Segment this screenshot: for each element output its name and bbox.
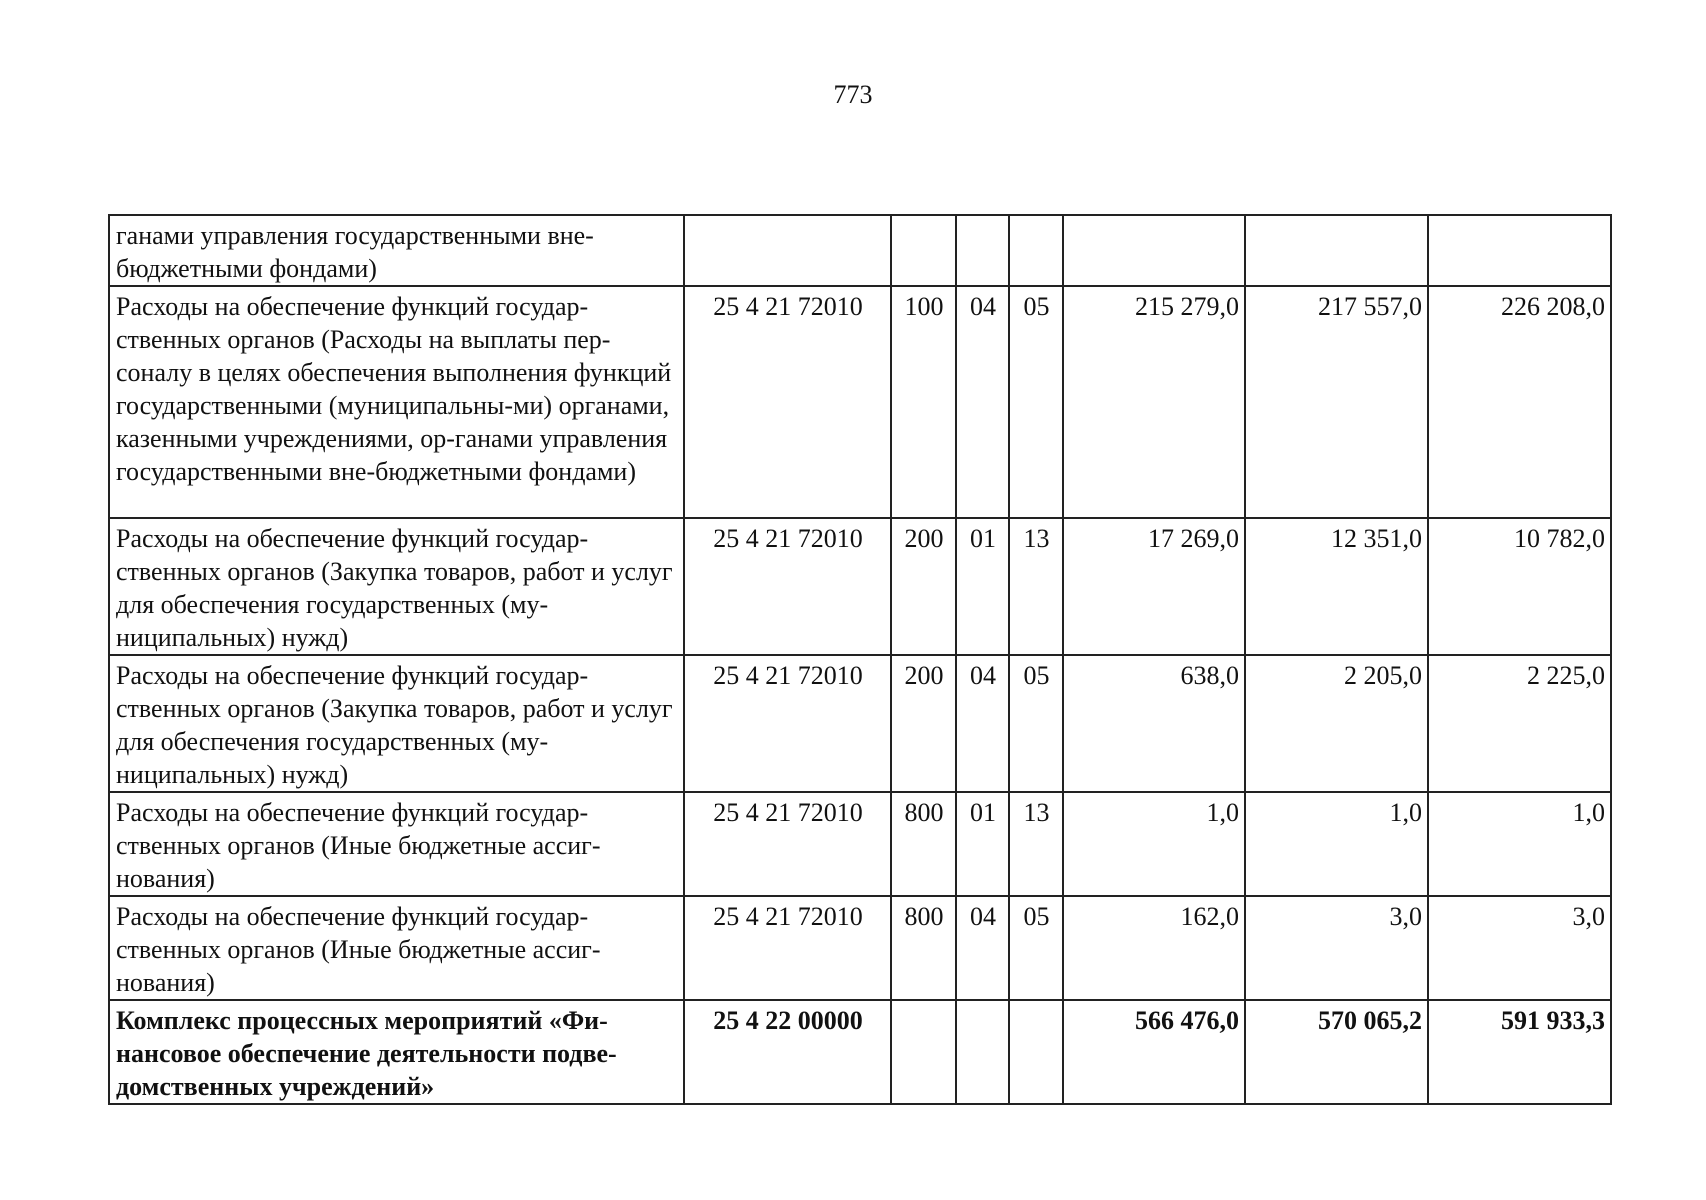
- row-description: ганами управления государственными вне-бюджетными фондами): [109, 215, 684, 286]
- amount-year-1: 162,0: [1063, 896, 1245, 1000]
- table-row: [109, 518, 1611, 655]
- amount-year-2: 570 065,2: [1245, 1000, 1428, 1104]
- subsection-code: [1009, 1000, 1063, 1104]
- section-code: 01: [956, 792, 1009, 896]
- expense-type-code: 200: [891, 518, 956, 655]
- section-code: 04: [956, 286, 1009, 518]
- amount-year-2: 217 557,0: [1245, 286, 1428, 518]
- amount-year-1: 638,0: [1063, 655, 1245, 792]
- expense-type-code: 800: [891, 792, 956, 896]
- row-description: Расходы на обеспечение функций государ-ственных органов (Расходы на выплаты пер-соналу в целях обеспечения выполнения функций государственными (муниципальны-ми) органами, казенными учреждениями, ор-ганами управления государственными вне-бюджетными фондами): [109, 286, 684, 518]
- table-row: [109, 655, 1611, 792]
- table-row-total: [109, 1000, 1611, 1104]
- target-item-code: 25 4 21 72010: [684, 286, 891, 518]
- amount-year-1: 1,0: [1063, 792, 1245, 896]
- amount-year-2: 1,0: [1245, 792, 1428, 896]
- subsection-code: 05: [1009, 286, 1063, 518]
- target-item-code: 25 4 21 72010: [684, 655, 891, 792]
- subsection-code: 13: [1009, 792, 1063, 896]
- section-code: 04: [956, 896, 1009, 1000]
- row-description: Расходы на обеспечение функций государ-ственных органов (Закупка товаров, работ и услуг для обеспечения государственных (му-ниципальных) нужд): [109, 518, 684, 655]
- expense-type-code: [891, 215, 956, 286]
- expense-type-code: 800: [891, 896, 956, 1000]
- row-description: Расходы на обеспечение функций государ-ственных органов (Закупка товаров, работ и услуг для обеспечения государственных (му-ниципальных) нужд): [109, 655, 684, 792]
- expense-type-code: 100: [891, 286, 956, 518]
- row-description: Расходы на обеспечение функций государ-ственных органов (Иные бюджетные ассиг-нования): [109, 896, 684, 1000]
- target-item-code: [684, 215, 891, 286]
- amount-year-2: 12 351,0: [1245, 518, 1428, 655]
- amount-year-3: 1,0: [1428, 792, 1611, 896]
- amount-year-2: 2 205,0: [1245, 655, 1428, 792]
- amount-year-1: 566 476,0: [1063, 1000, 1245, 1104]
- amount-year-3: 2 225,0: [1428, 655, 1611, 792]
- amount-year-1: 215 279,0: [1063, 286, 1245, 518]
- expense-type-code: 200: [891, 655, 956, 792]
- row-description: Расходы на обеспечение функций государ-ственных органов (Иные бюджетные ассиг-нования): [109, 792, 684, 896]
- target-item-code: 25 4 21 72010: [684, 518, 891, 655]
- table-row: [109, 896, 1611, 1000]
- amount-year-3: 3,0: [1428, 896, 1611, 1000]
- amount-year-3: 591 933,3: [1428, 1000, 1611, 1104]
- amount-year-3: 10 782,0: [1428, 518, 1611, 655]
- amount-year-2: 3,0: [1245, 896, 1428, 1000]
- section-code: [956, 215, 1009, 286]
- target-item-code: 25 4 21 72010: [684, 792, 891, 896]
- table-row: [109, 215, 1611, 286]
- amount-year-1: 17 269,0: [1063, 518, 1245, 655]
- table-row: [109, 286, 1611, 518]
- amount-year-1: [1063, 215, 1245, 286]
- amount-year-3: [1428, 215, 1611, 286]
- section-code: 04: [956, 655, 1009, 792]
- target-item-code: 25 4 22 00000: [684, 1000, 891, 1104]
- subsection-code: 05: [1009, 896, 1063, 1000]
- section-code: [956, 1000, 1009, 1104]
- table-row: [109, 792, 1611, 896]
- subsection-code: 05: [1009, 655, 1063, 792]
- section-code: 01: [956, 518, 1009, 655]
- row-description: Комплекс процессных мероприятий «Фи-нансовое обеспечение деятельности подве-домственных учреждений»: [109, 1000, 684, 1104]
- expense-type-code: [891, 1000, 956, 1104]
- amount-year-3: 226 208,0: [1428, 286, 1611, 518]
- budget-table: [108, 214, 1612, 1105]
- subsection-code: [1009, 215, 1063, 286]
- subsection-code: 13: [1009, 518, 1063, 655]
- amount-year-2: [1245, 215, 1428, 286]
- page-number: 773: [833, 80, 873, 109]
- target-item-code: 25 4 21 72010: [684, 896, 891, 1000]
